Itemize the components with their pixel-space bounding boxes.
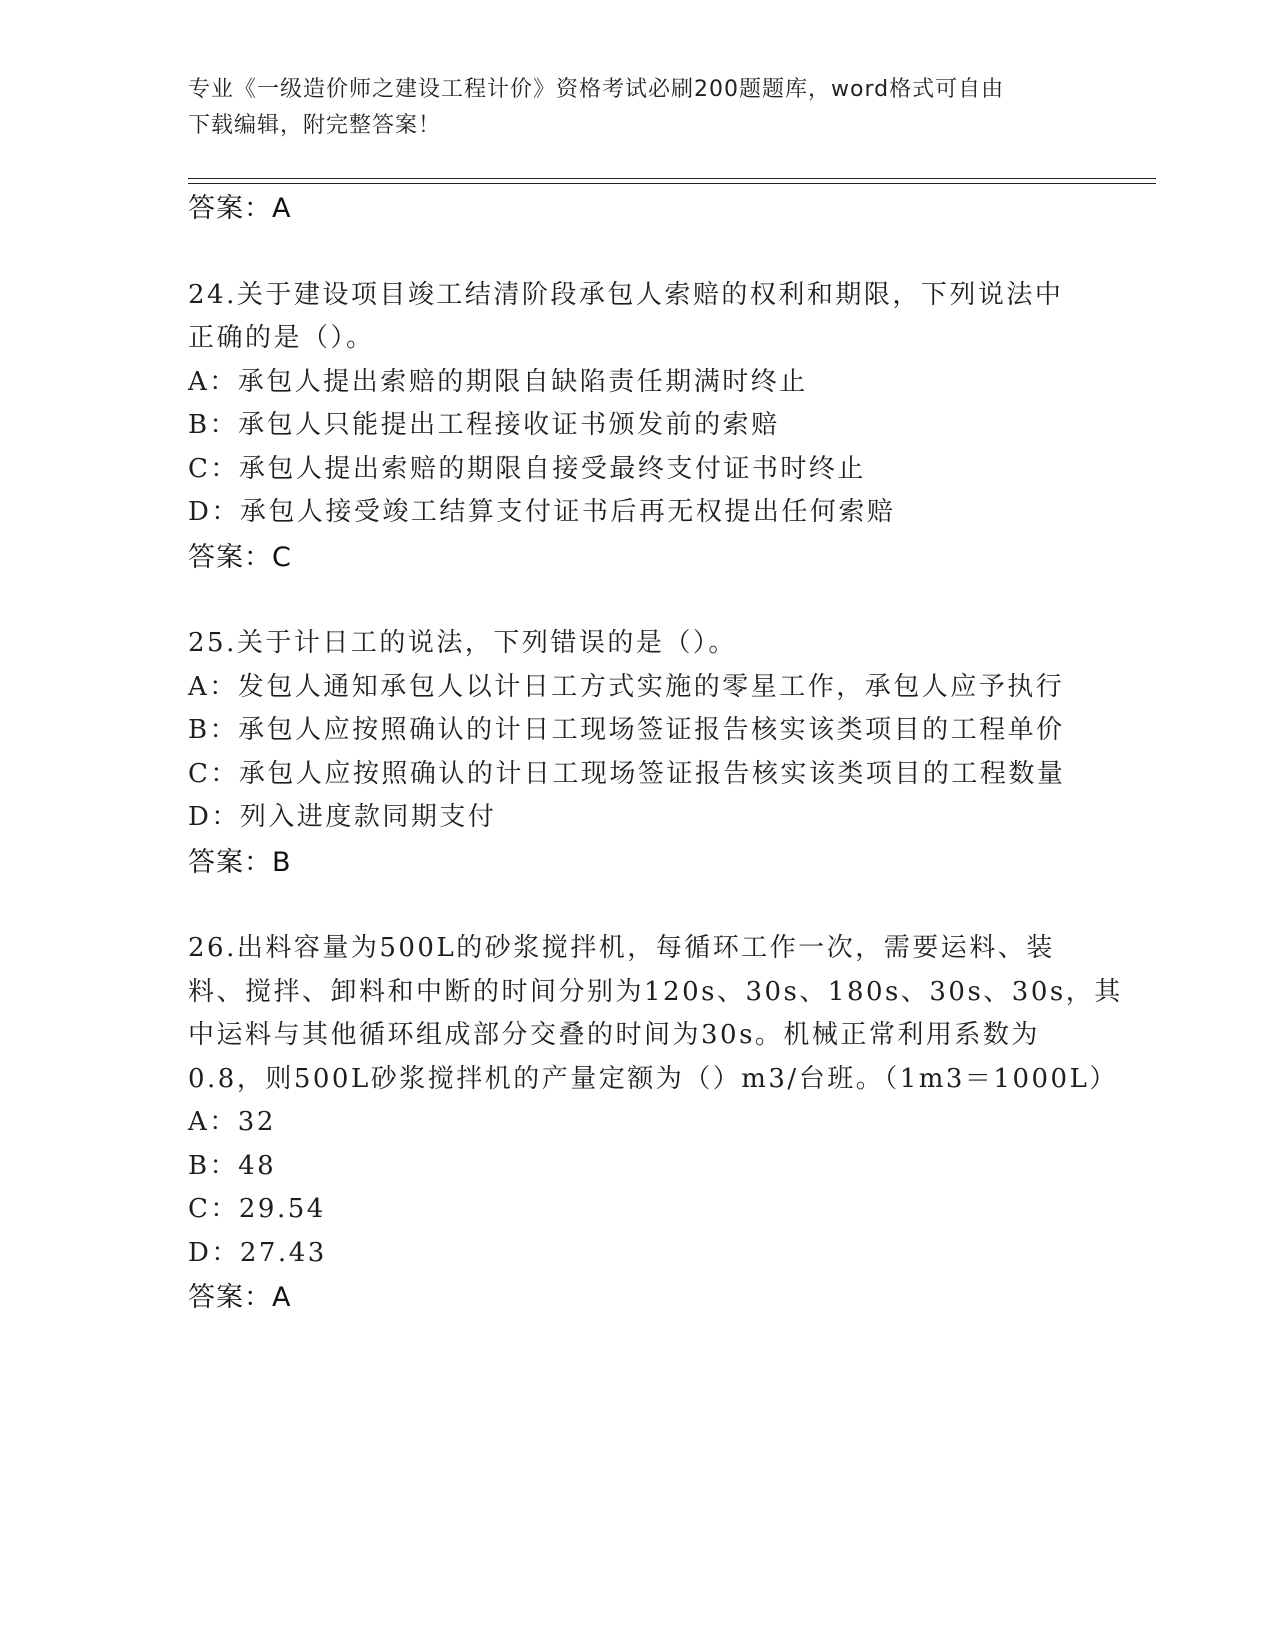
question-24-option-c: C：承包人提出索赔的期限自接受最终支付证书时终止: [188, 454, 866, 484]
question-24-answer: 答案：C: [188, 542, 292, 573]
question-25-option-d: D：列入进度款同期支付: [188, 802, 497, 832]
question-26-stem-line-1: 26.出料容量为500L的砂浆搅拌机，每循环工作一次，需要运料、装: [188, 933, 1055, 963]
question-26-stem-line-3: 中运料与其他循环组成部分交叠的时间为30s。机械正常利用系数为: [188, 1020, 1040, 1050]
question-24-stem-line-2: 正确的是（）。: [188, 323, 375, 353]
question-26-stem-line-4: 0.8，则500L砂浆搅拌机的产量定额为（）m3/台班。（1m3＝1000L）: [188, 1064, 1118, 1094]
question-26-stem-line-2: 料、搅拌、卸料和中断的时间分别为120s、30s、180s、30s、30s，其: [188, 977, 1123, 1007]
question-26-option-d: D：27.43: [188, 1238, 327, 1268]
question-24-option-b: B：承包人只能提出工程接收证书颁发前的索赔: [188, 410, 780, 440]
question-25-stem-line-1: 25.关于计日工的说法，下列错误的是（）。: [188, 628, 737, 658]
question-25-answer: 答案：B: [188, 847, 292, 878]
question-26-option-b: B：48: [188, 1151, 277, 1181]
document-header: [188, 72, 1088, 144]
question-24-option-a: A：承包人提出索赔的期限自缺陷责任期满时终止: [188, 367, 808, 397]
question-24-option-d: D：承包人接受竣工结算支付证书后再无权提出任何索赔: [188, 497, 896, 527]
question-25-option-a: A：发包人通知承包人以计日工方式实施的零星工作，承包人应予执行: [188, 672, 1065, 702]
header-rule-bottom: [188, 183, 1156, 184]
header-line-2: 下载编辑，附完整答案！: [188, 113, 442, 138]
header-line-1: 专业《一级造价师之建设工程计价》资格考试必刷200题题库，word格式可自由: [188, 77, 1005, 102]
previous-answer: 答案：A: [188, 193, 292, 224]
question-25-option-c: C：承包人应按照确认的计日工现场签证报告核实该类项目的工程数量: [188, 759, 1066, 789]
header-rule-top: [188, 178, 1156, 179]
question-25-option-b: B：承包人应按照确认的计日工现场签证报告核实该类项目的工程单价: [188, 715, 1065, 745]
question-26-answer: 答案：A: [188, 1282, 292, 1313]
question-26-option-c: C：29.54: [188, 1194, 326, 1224]
question-24-stem-line-1: 24.关于建设项目竣工结清阶段承包人索赔的权利和期限，下列说法中: [188, 280, 1064, 310]
question-26-option-a: A：32: [188, 1107, 276, 1137]
